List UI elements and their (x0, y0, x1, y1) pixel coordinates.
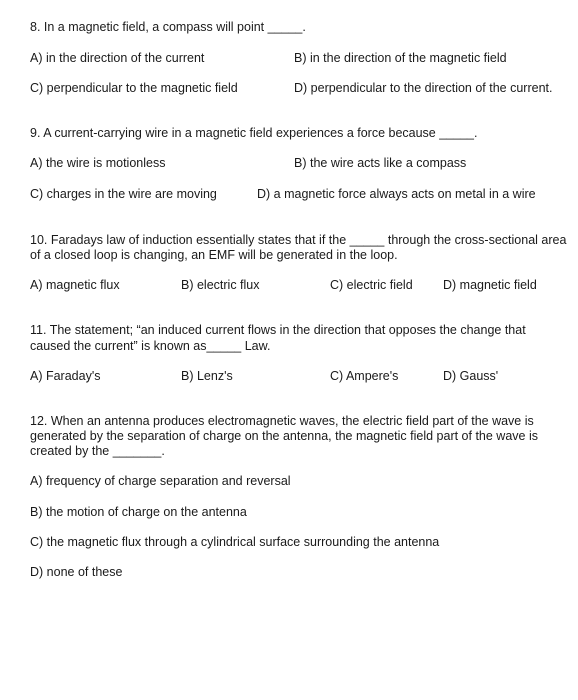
q12-stem-line-3: created by the _______. (30, 444, 165, 458)
q10-stem-line-1: 10. Faradays law of induction essentially states that if the _____ through the cross-sectional area (30, 233, 567, 247)
q8-stem: 8. In a magnetic field, a compass will point _____. (30, 20, 306, 34)
q10-stem-line-2: of a closed loop is changing, an EMF will be generated in the loop. (30, 248, 398, 262)
q12-option-d: D) none of these (30, 565, 123, 579)
q11-stem-line-2: caused the current” is known as_____ Law. (30, 339, 271, 353)
q8-option-d: D) perpendicular to the direction of the current. (294, 81, 553, 95)
q10-option-d: D) magnetic field (443, 278, 537, 292)
q8-option-a: A) in the direction of the current (30, 51, 205, 65)
q10-option-a: A) magnetic flux (30, 278, 120, 292)
q12-stem-line-1: 12. When an antenna produces electromagnetic waves, the electric field part of the wave is (30, 414, 534, 428)
q9-option-c: C) charges in the wire are moving (30, 187, 217, 201)
q9-option-a: A) the wire is motionless (30, 156, 166, 170)
q9-stem: 9. A current-carrying wire in a magnetic field experiences a force because _____. (30, 126, 478, 140)
q11-option-a: A) Faraday's (30, 369, 101, 383)
q12-stem-line-2: generated by the separation of charge on the antenna, the magnetic field part of the wave is (30, 429, 538, 443)
q8-option-b: B) in the direction of the magnetic field (294, 51, 507, 65)
q10-option-b: B) electric flux (181, 278, 260, 292)
q10-option-c: C) electric field (330, 278, 413, 292)
q9-option-d: D) a magnetic force always acts on metal in a wire (257, 187, 536, 201)
q11-option-c: C) Ampere's (330, 369, 399, 383)
q11-stem-line-1: 11. The statement; “an induced current flows in the direction that opposes the change that (30, 323, 526, 337)
q8-option-c: C) perpendicular to the magnetic field (30, 81, 238, 95)
q12-option-b: B) the motion of charge on the antenna (30, 505, 247, 519)
q12-option-c: C) the magnetic flux through a cylindrical surface surrounding the antenna (30, 535, 440, 549)
q9-option-b: B) the wire acts like a compass (294, 156, 467, 170)
q11-option-b: B) Lenz's (181, 369, 233, 383)
q11-option-d: D) Gauss' (443, 369, 499, 383)
q12-option-a: A) frequency of charge separation and reversal (30, 474, 291, 488)
